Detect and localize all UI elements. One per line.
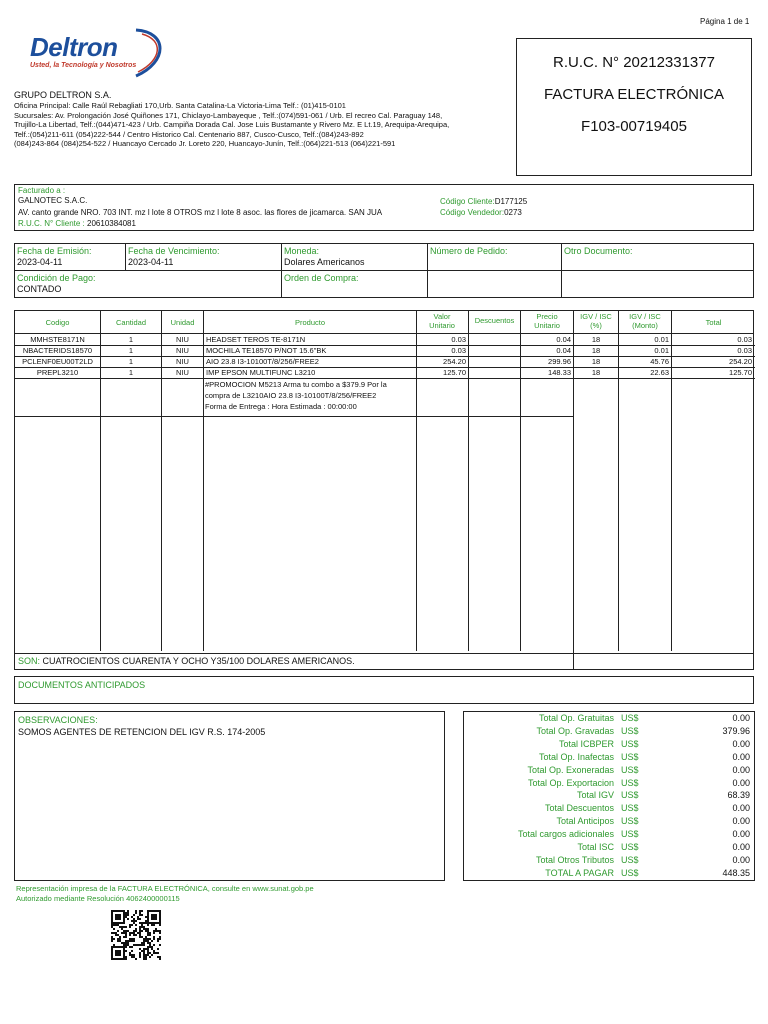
- payment-cell: [15, 271, 96, 294]
- issue-date-cell: [15, 244, 92, 267]
- cell-price: 0.04: [556, 335, 571, 344]
- total-label: Total Op. Gravadas: [536, 725, 614, 736]
- total-value: 0.00: [732, 854, 750, 865]
- document-type: FACTURA ELECTRÓNICA: [543, 86, 725, 103]
- total-value: 448.35: [722, 867, 750, 878]
- cell-unit: NIU: [176, 368, 189, 377]
- promo-line: compra de L3210AIO 23.8 I3-10100T/8/256/FREE2: [205, 391, 377, 400]
- total-label: Total Op. Gratuitas: [538, 713, 614, 723]
- total-currency: US$: [621, 764, 639, 775]
- issue-date-label: Fecha de Emisión:: [17, 246, 92, 256]
- total-currency: US$: [621, 738, 639, 749]
- cell-igv-pct: 18: [591, 368, 601, 377]
- ruc-box: [516, 38, 752, 176]
- invoice-info-grid: [14, 243, 754, 298]
- client-code-label: Código Cliente:: [440, 197, 495, 206]
- header-descuentos: Descuentos: [474, 316, 515, 325]
- header-valor-unitario: Valor Unitario: [429, 312, 455, 330]
- qr-code-icon: [108, 910, 164, 960]
- currency-cell: [282, 244, 365, 267]
- company-line: Trujillo-La Libertad, Telf.:(044)471-423 / Urb. Campiña Dorada Cal. Jose Luis Bustamante y Rivero Mz. E Lt.19, Arequipa-Arequipa,: [14, 120, 450, 129]
- total-label: Total cargos adicionales: [517, 829, 614, 840]
- total-label: Total Op. Exoneradas: [527, 764, 614, 775]
- issue-date-value: 2023-04-11: [17, 257, 63, 267]
- company-line: Sucursales: Av. Prolongación José Quiñones 171, Chiclayo-Lambayeque , Telf.:(074)591-061 / Urb. El recreo Cal. Paraguay 148,: [14, 110, 443, 120]
- page-label: Página 1 de 1: [700, 17, 750, 26]
- header-igv-amount: IGV / ISC (Monto): [629, 312, 661, 330]
- items-table: [14, 310, 754, 670]
- ruc-number: R.U.C. N° 20212331377: [553, 54, 715, 71]
- total-label: TOTAL A PAGAR: [545, 867, 614, 878]
- cell-value: 254.20: [443, 357, 466, 366]
- company-name: GRUPO DELTRON S.A.: [14, 90, 112, 100]
- total-value: 0.00: [732, 713, 750, 723]
- cell-product: MOCHILA TE18570 P/NOT 15.6"BK: [206, 346, 327, 355]
- logo-tagline: Usted, la Tecnología y Nosotros: [30, 62, 137, 69]
- total-label: Total Descuentos: [544, 803, 614, 814]
- total-currency: US$: [621, 713, 639, 723]
- total-currency: US$: [621, 777, 639, 788]
- total-value: 0.00: [732, 816, 750, 827]
- other-doc-cell: [562, 244, 633, 256]
- total-label: Total Otros Tributos: [535, 854, 614, 865]
- cell-product: HEADSET TEROS TE-8171N: [206, 335, 306, 344]
- client-address: AV. canto grande NRO. 703 INT. mz l lote 8 OTROS mz l lote 8 asoc. las flores de jicamarca. SAN JUA: [18, 208, 383, 217]
- total-value: 0.00: [732, 842, 750, 852]
- total-value: 0.00: [732, 764, 750, 775]
- header-unidad: Unidad: [170, 318, 195, 327]
- total-currency: US$: [621, 854, 639, 865]
- amount-words-label: SON:: [18, 656, 41, 666]
- footer-authorization: Autorizado mediante Resolución 4062400000115: [16, 894, 180, 903]
- total-value: 0.00: [732, 803, 750, 814]
- cell-igv-amt: 22.63: [650, 368, 669, 377]
- company-line: Oficina Principal: Calle Raúl Rebagliati 170,Urb. Santa Catalina-La Victoria-Lima Telf.: (01)415-0101: [14, 101, 346, 110]
- total-value: 0.00: [732, 829, 750, 840]
- cell-qty: 1: [128, 368, 134, 377]
- company-line: Telf.:(054)211-611 (054)222-544 / Centro Historico Cal. Centenario 887, Cusco-Cusco, Telf.:(084)243-892: [14, 129, 364, 139]
- client-name: GALNOTEC S.A.C.: [18, 196, 88, 205]
- other-doc-label: Otro Documento:: [564, 246, 633, 256]
- header-total: Total: [705, 318, 722, 327]
- observations-text: SOMOS AGENTES DE RETENCION DEL IGV R.S. 174-2005: [18, 727, 266, 737]
- total-currency: US$: [621, 867, 639, 878]
- observations-label: OBSERVACIONES:: [18, 715, 98, 725]
- cell-product: IMP EPSON MULTIFUNC L3210: [206, 368, 316, 377]
- header-producto: Producto: [294, 318, 326, 327]
- cell-igv-amt: 45.76: [650, 357, 669, 366]
- currency-value: Dolares Americanos: [284, 257, 365, 267]
- footer-representation: Representación impresa de la FACTURA ELECTRÓNICA, consulte en www.sunat.gob.pe: [16, 884, 314, 893]
- cell-value: 125.70: [443, 368, 466, 377]
- cell-total: 0.03: [737, 335, 752, 344]
- cell-total: 254.20: [729, 357, 752, 366]
- cell-igv-pct: 18: [591, 346, 601, 355]
- header-precio-unitario: Precio Unitario: [534, 312, 560, 330]
- currency-label: Moneda:: [284, 246, 320, 256]
- cell-unit: NIU: [176, 357, 189, 366]
- header-cantidad: Cantidad: [115, 318, 147, 327]
- invoice-number: F103-00719405: [581, 118, 687, 135]
- total-value: 0.00: [732, 738, 750, 749]
- cell-product: AIO 23.8 I3-10100T/8/256/FREE2: [206, 357, 319, 366]
- cell-total: 125.70: [729, 368, 752, 377]
- total-currency: US$: [621, 816, 639, 827]
- client-ruc-label: R.U.C. N° Cliente :: [18, 219, 85, 228]
- purchase-order-label: Orden de Compra:: [284, 273, 359, 283]
- header-codigo: Codigo: [45, 318, 70, 327]
- cell-value: 0.03: [451, 346, 466, 355]
- billed-to-label: Facturado a :: [18, 186, 66, 195]
- promo-line: Forma de Entrega : Hora Estimada : 00:00:00: [205, 402, 357, 411]
- total-value: 379.96: [722, 725, 750, 736]
- cell-unit: NIU: [176, 346, 189, 355]
- total-value: 0.00: [732, 751, 750, 762]
- cell-price: 0.04: [556, 346, 571, 355]
- advance-documents-label: DOCUMENTOS ANTICIPADOS: [18, 680, 146, 690]
- amount-words-text: CUATROCIENTOS CUARENTA Y OCHO Y35/100 DOLARES AMERICANOS.: [42, 656, 355, 666]
- total-currency: US$: [621, 803, 639, 814]
- total-label: Total IGV: [576, 790, 614, 801]
- cell-code: NBACTERIDS18570: [22, 346, 93, 355]
- total-label: Total Anticipos: [556, 816, 614, 827]
- total-currency: US$: [621, 829, 639, 840]
- cell-qty: 1: [128, 357, 134, 366]
- cell-qty: 1: [128, 335, 134, 344]
- total-label: Total ISC: [577, 842, 614, 852]
- total-currency: US$: [621, 751, 639, 762]
- cell-unit: NIU: [176, 335, 189, 344]
- total-currency: US$: [621, 790, 639, 801]
- total-value: 0.00: [732, 777, 750, 788]
- cell-igv-pct: 18: [591, 357, 601, 366]
- order-number-cell: [428, 244, 508, 256]
- cell-total: 0.03: [737, 346, 752, 355]
- order-number-label: Número de Pedido:: [430, 246, 508, 256]
- client-ruc-value: 20610384081: [87, 219, 136, 228]
- payment-label: Condición de Pago:: [17, 273, 96, 283]
- due-date-label: Fecha de Vencimiento:: [128, 246, 220, 256]
- logo-wordmark: Deltron: [30, 32, 118, 62]
- total-value: 68.39: [727, 790, 750, 801]
- cell-price: 299.96: [548, 357, 571, 366]
- total-currency: US$: [621, 842, 639, 852]
- company-addresses: [14, 101, 504, 149]
- header-igv-pct: IGV / ISC (%): [580, 312, 612, 330]
- company-line: (084)243-864 (084)254-522 / Huancayo Cercado Jr. Loreto 220, Huancayo-Junín, Telf.:(064)221-513 (064)221-591: [14, 139, 396, 148]
- cell-code: MMHSTE8171N: [30, 335, 85, 344]
- seller-code-value: 0273: [504, 208, 522, 217]
- cell-igv-amt: 0.01: [654, 335, 669, 344]
- cell-code: PCLENF0EU00T2LD: [22, 357, 93, 366]
- payment-value: CONTADO: [17, 284, 62, 294]
- client-code-value: D177125: [494, 197, 528, 206]
- cell-igv-amt: 0.01: [654, 346, 669, 355]
- total-currency: US$: [621, 725, 639, 736]
- total-label: Total Op. Inafectas: [538, 751, 614, 762]
- seller-code-label: Código Vendedor:: [440, 208, 505, 217]
- purchase-order-cell: [282, 271, 359, 283]
- promo-line: #PROMOCION M5213 Arma tu combo a $379.9 Por la: [205, 380, 387, 389]
- deltron-logo: [18, 26, 168, 82]
- total-label: Total ICBPER: [558, 738, 614, 749]
- client-box: [14, 184, 754, 231]
- cell-igv-pct: 18: [591, 335, 601, 344]
- cell-value: 0.03: [451, 335, 466, 344]
- observations-box: [14, 711, 445, 881]
- due-date-value: 2023-04-11: [128, 257, 174, 267]
- cell-price: 148.33: [548, 368, 571, 377]
- advance-documents-box: [14, 676, 754, 704]
- total-label: Total Op. Exportacion: [527, 777, 614, 788]
- due-date-cell: [126, 244, 220, 267]
- cell-code: PREPL3210: [36, 368, 79, 377]
- cell-qty: 1: [128, 346, 134, 355]
